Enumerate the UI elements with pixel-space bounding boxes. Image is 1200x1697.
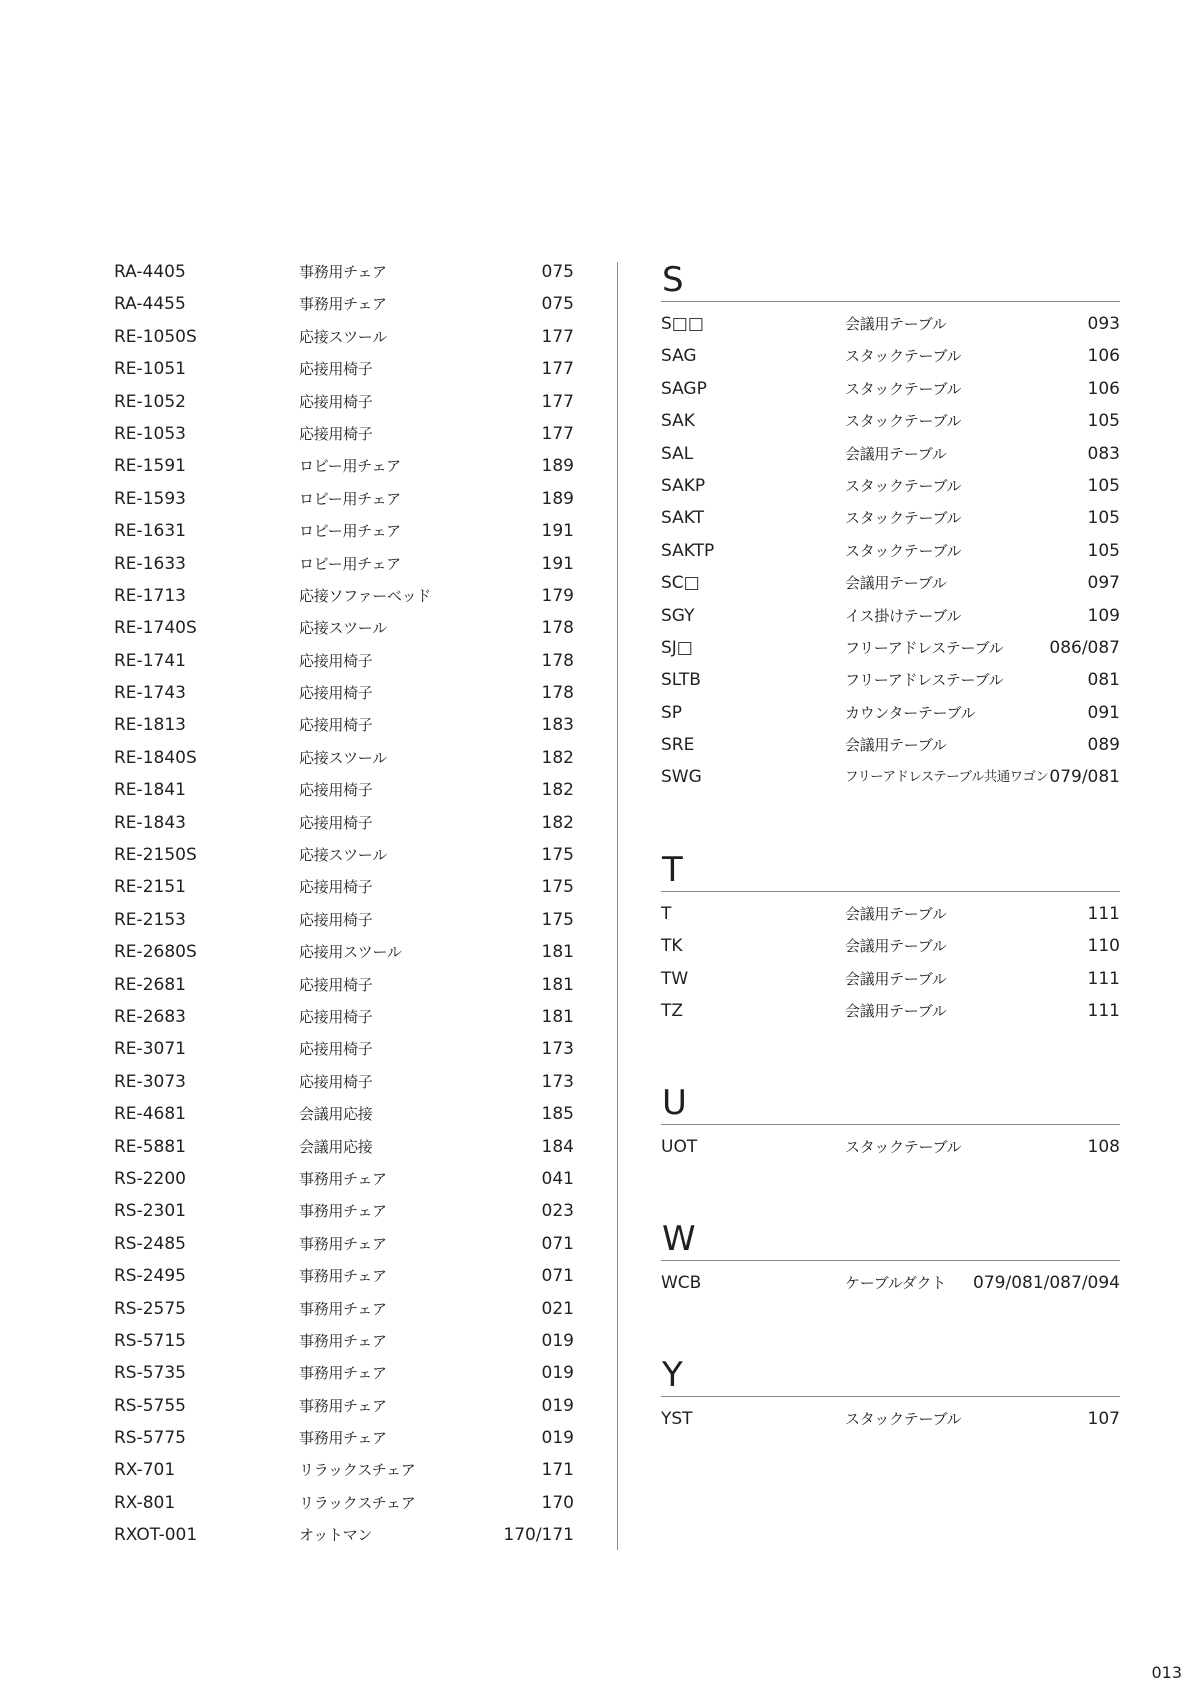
index-entry [661, 1267, 1120, 1299]
entry-page: 108 [1087, 1137, 1120, 1157]
entry-code: SP [661, 702, 683, 723]
entry-name: 事務用チェア [299, 1234, 387, 1253]
entry-name: 応接スツール [299, 846, 387, 865]
index-entry [114, 288, 574, 320]
index-entry [114, 548, 574, 580]
entry-code: RS-2200 [114, 1168, 187, 1189]
index-entry [114, 1131, 574, 1163]
entry-code: T [661, 904, 672, 924]
index-entry [114, 677, 574, 709]
entry-page: 182 [541, 812, 574, 833]
entry-page: 105 [1087, 475, 1120, 496]
entry-name: リラックスチェア [299, 1493, 416, 1512]
index-entry [114, 1033, 574, 1065]
entry-page: 083 [1087, 443, 1120, 464]
entry-code: SC□ [661, 573, 700, 594]
entry-name: 会議用テーブル [845, 736, 947, 755]
column-divider [617, 262, 618, 1550]
index-entry [661, 697, 1120, 729]
entry-code: RE-1740S [114, 618, 197, 639]
index-entry [114, 904, 574, 936]
index-entry [114, 386, 574, 418]
entry-page: 105 [1087, 411, 1120, 432]
entry-code: RE-1743 [114, 683, 186, 704]
index-entry [114, 936, 574, 968]
entry-name: 事務用チェア [299, 1299, 387, 1318]
entry-page: 170/171 [503, 1525, 574, 1546]
entry-page: 105 [1087, 508, 1120, 529]
entry-name: リラックスチェア [299, 1461, 416, 1480]
entry-code: RA-4405 [114, 262, 186, 282]
entry-code: RE-1843 [114, 812, 186, 833]
entry-page: 177 [541, 359, 574, 380]
entry-code: SWG [661, 767, 702, 788]
entry-page: 182 [541, 780, 574, 801]
entry-page: 181 [541, 1006, 574, 1027]
entry-page: 071 [541, 1233, 574, 1254]
index-entry [661, 1131, 1120, 1163]
index-entry [114, 871, 574, 903]
entry-code: SAKTP [661, 540, 715, 561]
entry-name: 会議用応接 [299, 1137, 373, 1156]
entry-code: SGY [661, 605, 695, 626]
entry-name: 事務用チェア [299, 295, 387, 314]
entry-code: SAK [661, 411, 695, 432]
entry-name: 事務用チェア [299, 1169, 387, 1188]
entry-page: 105 [1087, 540, 1120, 561]
entry-page: 079/081/087/094 [973, 1273, 1120, 1293]
section-s [661, 262, 1120, 794]
entry-code: SAGP [661, 378, 707, 399]
entry-code: YST [661, 1409, 693, 1429]
entry-code: SAG [661, 346, 697, 367]
index-entry [114, 353, 574, 385]
entry-name: 応接用椅子 [299, 975, 373, 994]
index-entry [661, 963, 1120, 995]
entry-code: RS-5715 [114, 1330, 187, 1351]
entry-page: 021 [541, 1298, 574, 1319]
index-entry [114, 1163, 574, 1195]
entry-page: 170 [541, 1492, 574, 1513]
entry-page: 110 [1087, 936, 1120, 957]
entry-name: 応接スツール [299, 327, 387, 346]
entry-name: 応接用スツール [299, 943, 402, 962]
entry-code: RE-1631 [114, 521, 186, 542]
entry-name: 事務用チェア [299, 1429, 387, 1448]
index-entry [114, 1260, 574, 1292]
entry-name: スタックテーブル [845, 1410, 962, 1428]
index-entry [114, 807, 574, 839]
index-entry [114, 321, 574, 353]
entry-page: 173 [541, 1071, 574, 1092]
entry-page: 173 [541, 1039, 574, 1060]
index-entry [114, 1487, 574, 1519]
entry-name: 応接用椅子 [299, 781, 373, 800]
index-entry [114, 1454, 574, 1486]
entry-code: RE-1593 [114, 488, 186, 509]
entry-name: 応接用椅子 [299, 1040, 373, 1059]
entry-code: RE-2681 [114, 974, 186, 995]
entry-code: SAKT [661, 508, 704, 529]
entry-page: 178 [541, 683, 574, 704]
entry-code: RE-3071 [114, 1039, 186, 1060]
entry-name: 応接用椅子 [299, 813, 373, 832]
entry-name: 応接用椅子 [299, 878, 373, 897]
entry-code: RE-2683 [114, 1006, 186, 1027]
index-entry [661, 930, 1120, 962]
entry-page: 019 [541, 1363, 574, 1384]
section-rule [661, 1260, 1120, 1261]
index-entry [114, 515, 574, 547]
entry-page: 175 [541, 877, 574, 898]
index-entry [114, 1325, 574, 1357]
entry-page: 177 [541, 391, 574, 412]
index-entry [661, 470, 1120, 502]
entry-page: 093 [1087, 314, 1120, 334]
entry-name: 会議用応接 [299, 1105, 373, 1124]
entry-code: RE-3073 [114, 1071, 186, 1092]
entry-code: RE-1841 [114, 780, 186, 801]
index-entry [661, 600, 1120, 632]
entry-code: RE-1053 [114, 423, 186, 444]
entry-code: RE-1813 [114, 715, 186, 736]
entry-name: スタックテーブル [845, 379, 962, 398]
section-letter: S [662, 260, 684, 300]
entry-code: RE-1633 [114, 553, 186, 574]
entry-page: 019 [541, 1395, 574, 1416]
index-entry [661, 373, 1120, 405]
entry-name: オットマン [299, 1526, 373, 1545]
index-entry [114, 612, 574, 644]
index-entry [114, 418, 574, 450]
index-entry [114, 1357, 574, 1389]
entry-name: 応接用椅子 [299, 651, 373, 670]
index-entry [114, 580, 574, 612]
entry-name: スタックテーブル [845, 347, 962, 366]
entry-code: RS-5775 [114, 1428, 187, 1449]
index-entry [114, 645, 574, 677]
entry-code: WCB [661, 1273, 702, 1293]
index-entry [661, 567, 1120, 599]
entry-page: 109 [1087, 605, 1120, 626]
entry-page: 111 [1087, 904, 1120, 924]
entry-page: 097 [1087, 573, 1120, 594]
entry-page: 189 [541, 456, 574, 477]
entry-code: TZ [661, 1001, 684, 1022]
index-entry [114, 1066, 574, 1098]
entry-page: 175 [541, 845, 574, 866]
entry-page: 111 [1087, 968, 1120, 989]
index-entry [114, 1228, 574, 1260]
entry-code: RX-801 [114, 1492, 176, 1513]
entry-name: 応接用椅子 [299, 1072, 373, 1091]
section-letter: W [662, 1219, 696, 1259]
entry-page: 177 [541, 326, 574, 347]
entry-code: RE-2150S [114, 845, 197, 866]
entry-code: RS-2301 [114, 1201, 187, 1222]
entry-name: 事務用チェア [299, 1267, 387, 1286]
index-entry [114, 742, 574, 774]
index-entry [114, 774, 574, 806]
section-w [661, 1221, 1120, 1299]
index-entry [114, 256, 574, 288]
entry-name: 事務用チェア [299, 1202, 387, 1221]
entry-name: 会議用テーブル [845, 937, 947, 956]
entry-name: ロビー用チェア [299, 489, 401, 508]
section-letter: T [662, 850, 683, 890]
index-entry [114, 1001, 574, 1033]
entry-page: 181 [541, 942, 574, 963]
entry-code: RE-1052 [114, 391, 186, 412]
entry-code: RS-5735 [114, 1363, 187, 1384]
entry-name: 応接用椅子 [299, 910, 373, 929]
entry-page: 179 [541, 585, 574, 606]
entry-code: RE-1051 [114, 359, 186, 380]
entry-code: RS-5755 [114, 1395, 187, 1416]
entry-page: 175 [541, 909, 574, 930]
index-entry [114, 1293, 574, 1325]
index-entry [661, 502, 1120, 534]
entry-name: フリーアドレステーブル [845, 638, 1004, 657]
index-entry [661, 1403, 1120, 1435]
section-rule [661, 301, 1120, 302]
section-letter: Y [662, 1355, 683, 1395]
entry-code: SJ□ [661, 637, 693, 658]
entry-name: ロビー用チェア [299, 522, 401, 541]
entry-name: 事務用チェア [299, 1396, 387, 1415]
entry-code: RE-1713 [114, 585, 186, 606]
entry-page: 177 [541, 423, 574, 444]
index-entry [661, 438, 1120, 470]
entry-page: 107 [1087, 1409, 1120, 1429]
entry-code: SRE [661, 735, 695, 756]
index-entry [661, 664, 1120, 696]
entry-page: 075 [541, 294, 574, 315]
entry-page: 171 [541, 1460, 574, 1481]
entry-code: RE-2151 [114, 877, 186, 898]
entry-page: 023 [541, 1201, 574, 1222]
entry-name: 会議用テーブル [845, 1002, 947, 1021]
entry-page: 189 [541, 488, 574, 509]
entry-name: 応接用椅子 [299, 360, 373, 379]
index-entry [661, 340, 1120, 372]
entry-page: 075 [541, 262, 574, 282]
entry-code: RE-1741 [114, 650, 186, 671]
entry-page: 191 [541, 553, 574, 574]
entry-code: TW [661, 968, 689, 989]
entry-page: 081 [1087, 670, 1120, 691]
entry-name: 会議用テーブル [845, 969, 947, 988]
entry-name: 応接用椅子 [299, 1007, 373, 1026]
entry-name: 会議用テーブル [845, 444, 947, 463]
entry-code: RE-2680S [114, 942, 197, 963]
index-entry [114, 969, 574, 1001]
entry-code: S□□ [661, 314, 704, 334]
entry-page: 079/081 [1049, 767, 1120, 788]
entry-name: 応接用椅子 [299, 684, 373, 703]
entry-name: 事務用チェア [299, 1331, 387, 1350]
entry-code: TK [661, 936, 683, 957]
entry-name: 会議用テーブル [845, 315, 947, 333]
entry-page: 019 [541, 1428, 574, 1449]
index-entry [661, 535, 1120, 567]
entry-page: 091 [1087, 702, 1120, 723]
index-entry [114, 1519, 574, 1551]
entry-code: RE-5881 [114, 1136, 186, 1157]
entry-code: RS-2485 [114, 1233, 187, 1254]
index-entry [114, 1390, 574, 1422]
index-entry [661, 761, 1120, 793]
entry-page: 191 [541, 521, 574, 542]
entry-name: 応接用椅子 [299, 424, 373, 443]
index-entry [114, 483, 574, 515]
entry-code: RE-4681 [114, 1104, 186, 1125]
index-entry [114, 450, 574, 482]
entry-code: RE-1840S [114, 747, 197, 768]
entry-code: UOT [661, 1137, 698, 1157]
entry-name: 応接用椅子 [299, 716, 373, 735]
index-entry [661, 405, 1120, 437]
entry-code: RXOT-001 [114, 1525, 198, 1546]
entry-name: ロビー用チェア [299, 554, 401, 573]
index-entry [661, 729, 1120, 761]
entry-name: カウンターテーブル [845, 703, 976, 722]
entry-page: 184 [541, 1136, 574, 1157]
index-entry [661, 308, 1120, 340]
section-t [661, 852, 1120, 1028]
entry-page: 181 [541, 974, 574, 995]
entry-name: 応接スツール [299, 748, 387, 767]
entry-name: スタックテーブル [845, 541, 962, 560]
entry-name: スタックテーブル [845, 476, 962, 495]
entry-code: SAL [661, 443, 694, 464]
entry-page: 089 [1087, 735, 1120, 756]
entry-name: 応接ソファーベッド [299, 586, 432, 605]
index-entry [661, 898, 1120, 930]
entry-name: 事務用チェア [299, 1364, 387, 1383]
entry-code: RS-2575 [114, 1298, 187, 1319]
entry-code: RE-1050S [114, 326, 197, 347]
section-letter: U [662, 1083, 687, 1123]
entry-name: スタックテーブル [845, 412, 962, 431]
section-u [661, 1085, 1120, 1163]
index-entry [661, 632, 1120, 664]
entry-page: 086/087 [1049, 637, 1120, 658]
entry-code: RX-701 [114, 1460, 176, 1481]
entry-name: 会議用テーブル [845, 905, 947, 923]
entry-page: 183 [541, 715, 574, 736]
index-entry [114, 1422, 574, 1454]
entry-code: RA-4455 [114, 294, 186, 315]
entry-page: 111 [1087, 1001, 1120, 1022]
index-entry [114, 709, 574, 741]
index-entry [114, 1098, 574, 1130]
entry-name: 応接用椅子 [299, 392, 373, 411]
entry-name: フリーアドレステーブル [845, 671, 1004, 690]
entry-page: 019 [541, 1330, 574, 1351]
entry-code: SAKP [661, 475, 706, 496]
index-entry [114, 839, 574, 871]
entry-name: イス掛けテーブル [845, 606, 962, 625]
section-rule [661, 1124, 1120, 1125]
entry-page: 182 [541, 747, 574, 768]
entry-name: スタックテーブル [845, 509, 962, 528]
entry-page: 041 [541, 1168, 574, 1189]
entry-name: 応接スツール [299, 619, 387, 638]
section-rule [661, 891, 1120, 892]
entry-code: SLTB [661, 670, 701, 691]
entry-name: スタックテーブル [845, 1138, 962, 1156]
entry-name: ロビー用チェア [299, 457, 401, 476]
entry-code: RE-2153 [114, 909, 186, 930]
entry-name: 会議用テーブル [845, 574, 947, 593]
entry-page: 178 [541, 650, 574, 671]
entry-page: 106 [1087, 346, 1120, 367]
entry-code: RS-2495 [114, 1266, 187, 1287]
entry-page: 106 [1087, 378, 1120, 399]
entry-code: RE-1591 [114, 456, 186, 477]
section-y [661, 1357, 1120, 1435]
index-entry [114, 1195, 574, 1227]
entry-page: 071 [541, 1266, 574, 1287]
entry-name: フリーアドレステーブル共通ワゴン [845, 769, 1049, 786]
entry-page: 185 [541, 1104, 574, 1125]
entry-page: 178 [541, 618, 574, 639]
entry-name: 事務用チェア [299, 263, 387, 281]
index-entry [661, 995, 1120, 1027]
left-index-column [114, 256, 574, 1552]
section-rule [661, 1396, 1120, 1397]
entry-name: ケーブルダクト [845, 1274, 946, 1292]
page-number: 013 [1151, 1663, 1182, 1682]
